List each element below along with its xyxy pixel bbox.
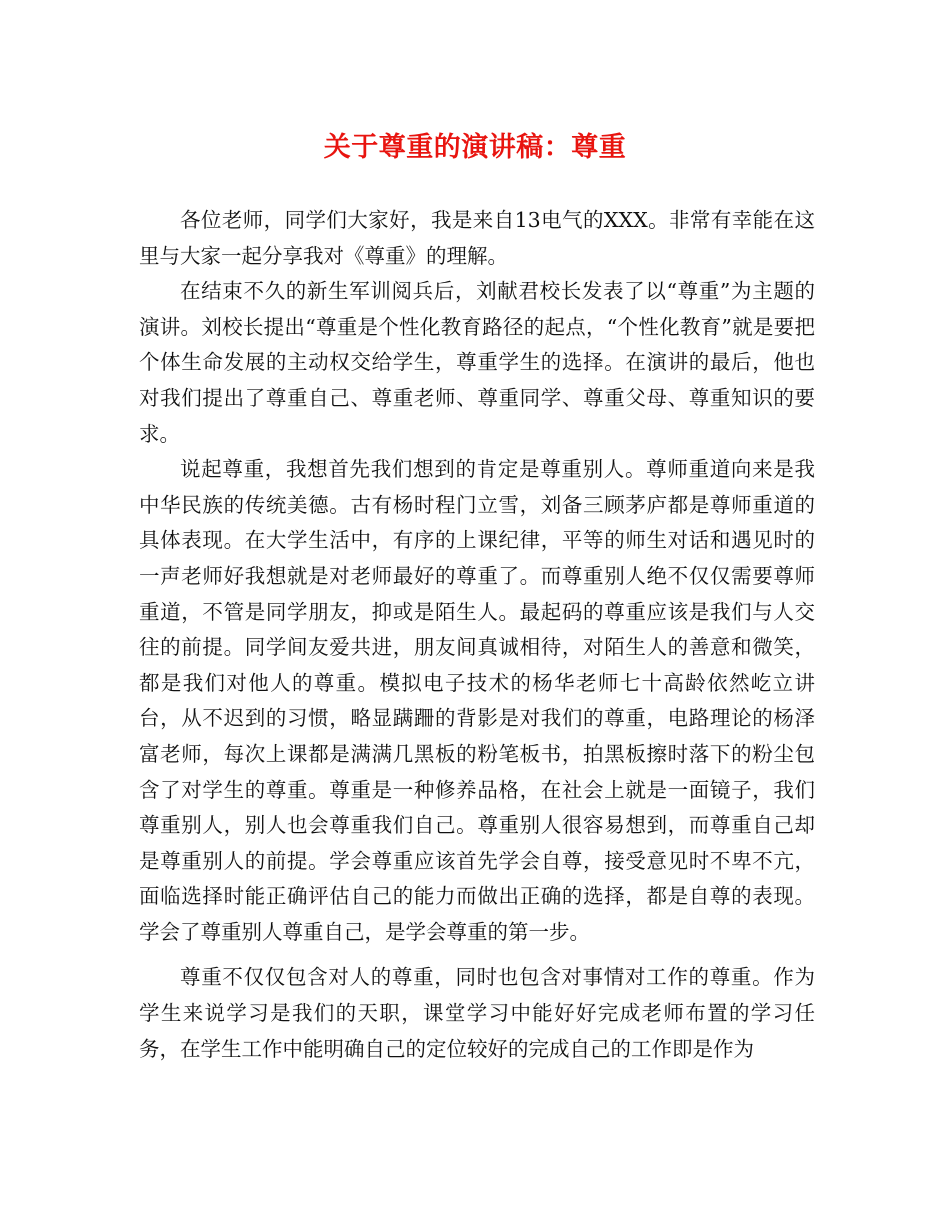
paragraph-1: 各位老师，同学们大家好，我是来自13电气的XXX。非常有幸能在这里与大家一起分享我对《尊重》的理解。 (139, 208, 815, 268)
document-body (139, 203, 815, 1067)
paragraph-2: 在结束不久的新生军训阅兵后，刘献君校长发表了以“尊重”为主题的演讲。刘校长提出“尊重是个性化教育路径的起点，“个性化教育”就是要把个体生命发展的主动权交给学生，尊重学生的选择。在演讲的最后，他也对我们提出了尊重自己、尊重老师、尊重同学、尊重父母、尊重知识的要求。 (139, 279, 815, 446)
paragraph-3: 说起尊重，我想首先我们想到的肯定是尊重别人。尊师重道向来是我中华民族的传统美德。古有杨时程门立雪，刘备三顾茅庐都是尊师重道的具体表现。在大学生活中，有序的上课纪律，平等的师生对话和遇见时的一声老师好我想就是对老师最好的尊重了。而尊重别人绝不仅仅需要尊师重道，不管是同学朋友，抑或是陌生人。最起码的尊重应该是我们与人交往的前提。同学间友爱共进，朋友间真诚相待，对陌生人的善意和微笑，都是我们对他人的尊重。模拟电子技术的杨华老师七十高龄依然屹立讲台，从不迟到的习惯，略显蹒跚的背影是对我们的尊重，电路理论的杨泽富老师，每次上课都是满满几黑板的粉笔板书，拍黑板擦时落下的粉尘包含了对学生的尊重。尊重是一种修养品格，在社会上就是一面镜子，我们尊重别人，别人也会尊重我们自己。尊重别人很容易想到，而尊重自己却是尊重别人的前提。学会尊重应该首先学会自尊，接受意见时不卑不亢，面临选择时能正确评估自己的能力而做出正确的选择，都是自尊的表现。学会了尊重别人尊重自己，是学会尊重的第一步。 (139, 457, 815, 944)
paragraph-4: 尊重不仅仅包含对人的尊重，同时也包含对事情对工作的尊重。作为学生来说学习是我们的天职，课堂学习中能好好完成老师布置的学习任务，在学生工作中能明确自己的定位较好的完成自己的工作即是作为 (139, 965, 815, 1061)
document-title: 关于尊重的演讲稿：尊重 (323, 132, 627, 163)
